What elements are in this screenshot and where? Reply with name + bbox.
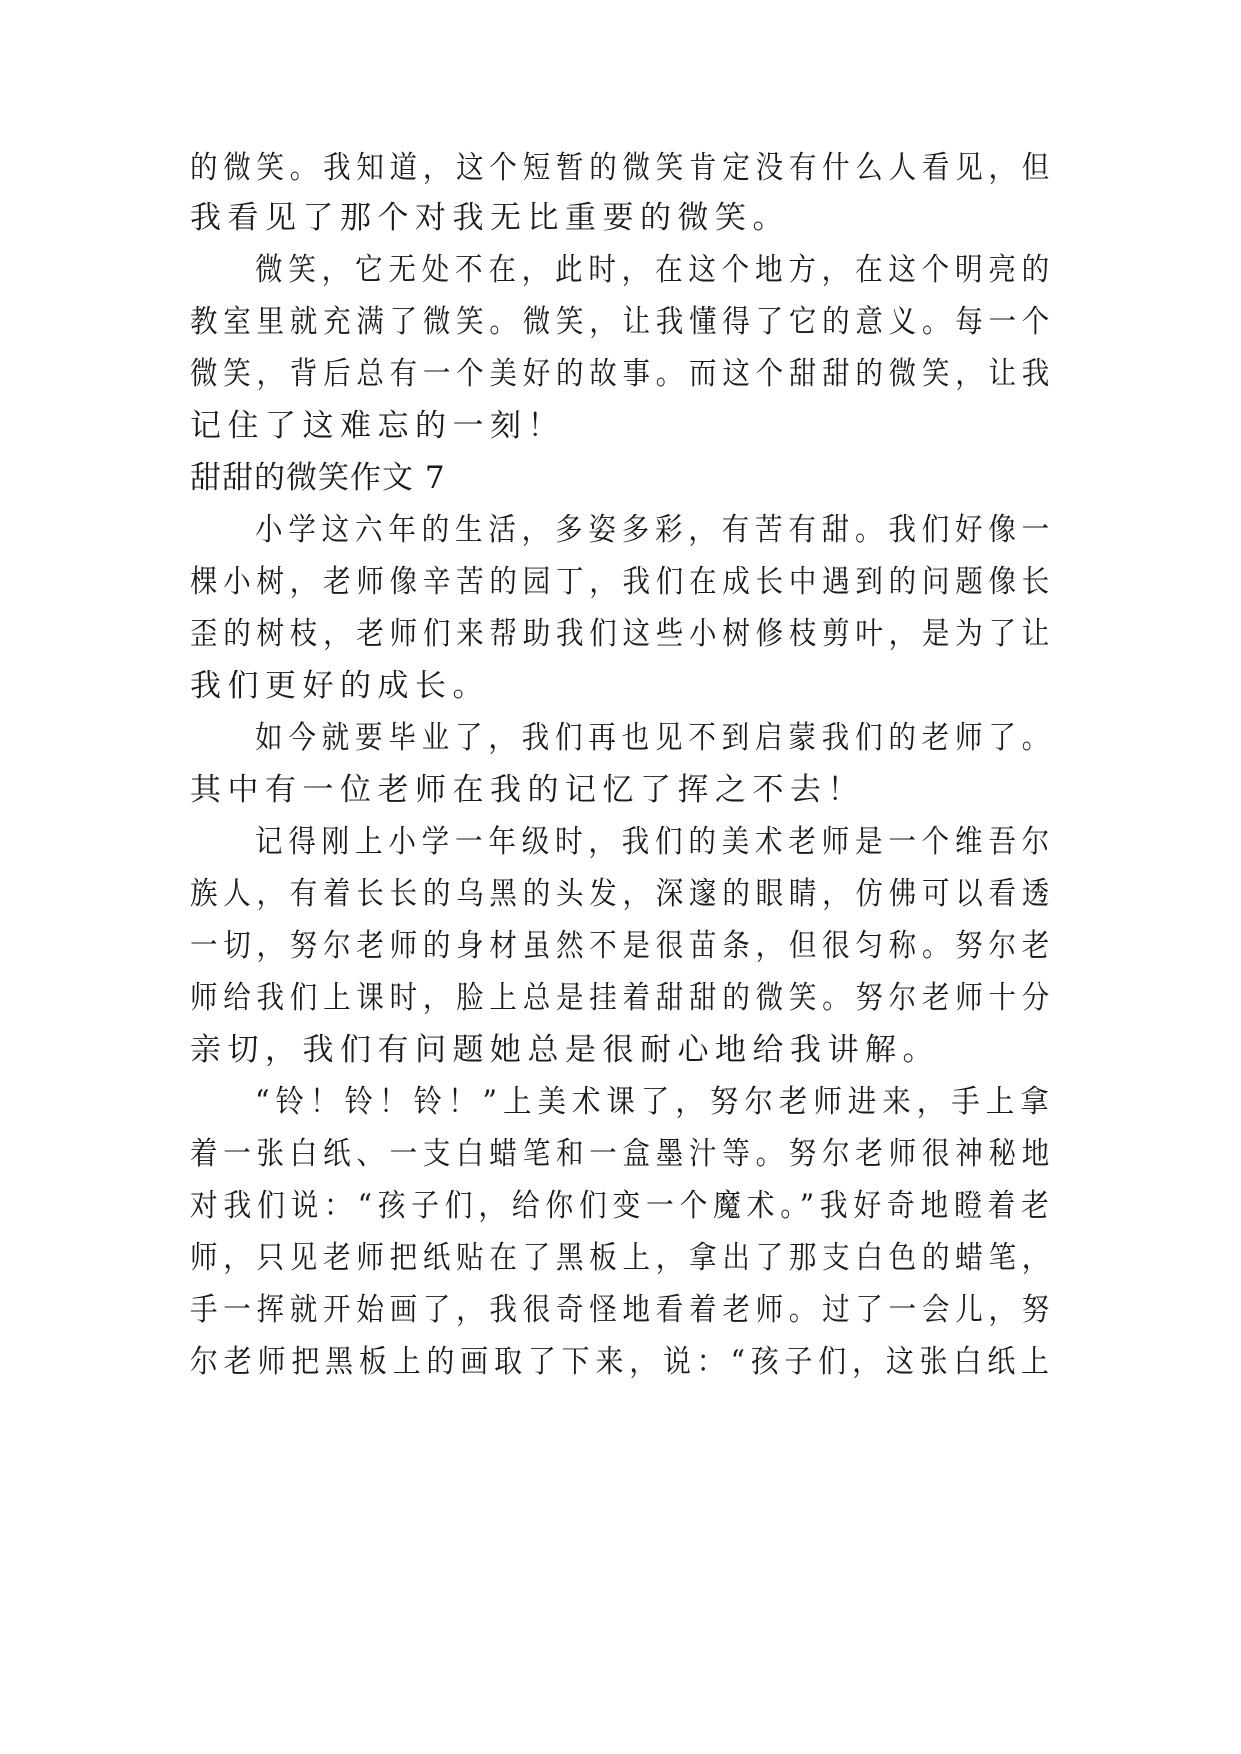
text-line: 亲切，我们有问题她总是很耐心地给我讲解。 bbox=[190, 1032, 940, 1068]
section-heading: 甜甜的微笑作文 7 bbox=[190, 460, 446, 496]
text-line: 我看见了那个对我无比重要的微笑。 bbox=[190, 200, 790, 236]
text-line: 教室里就充满了微笑。微笑，让我懂得了它的意义。每一个 bbox=[190, 304, 1056, 340]
paragraph-first-line: 如今就要毕业了，我们再也见不到启蒙我们的老师了。 bbox=[255, 720, 1056, 756]
text-line: 对我们说：“孩子们，给你们变一个魔术。”我好奇地瞪着老 bbox=[190, 1188, 1055, 1224]
text-line: 我们更好的成长。 bbox=[190, 668, 490, 704]
text-line: 记住了这难忘的一刻！ bbox=[190, 408, 565, 444]
paragraph-first-line: 微笑，它无处不在，此时，在这个地方，在这个明亮的 bbox=[255, 252, 1056, 288]
text-line: 一切，努尔老师的身材虽然不是很苗条，但很匀称。努尔老 bbox=[190, 928, 1056, 964]
paragraph-first-line: 小学这六年的生活，多姿多彩，有苦有甜。我们好像一 bbox=[255, 512, 1056, 548]
text-line: 歪的树枝，老师们来帮助我们这些小树修枝剪叶，是为了让 bbox=[190, 616, 1056, 652]
text-line: 手一挥就开始画了，我很奇怪地看着老师。过了一会儿，努 bbox=[190, 1292, 1056, 1328]
text-line: 师，只见老师把纸贴在了黑板上，拿出了那支白色的蜡笔， bbox=[190, 1240, 1056, 1276]
text-line: 的微笑。我知道，这个短暂的微笑肯定没有什么人看见，但 bbox=[190, 150, 1056, 186]
text-line: 其中有一位老师在我的记忆了挥之不去！ bbox=[190, 772, 865, 808]
text-line: 棵小树，老师像辛苦的园丁，我们在成长中遇到的问题像长 bbox=[190, 564, 1056, 600]
paragraph-first-line: “铃！铃！铃！”上美术课了，努尔老师进来，手上拿 bbox=[255, 1084, 1055, 1120]
text-line: 尔老师把黑板上的画取了下来，说：“孩子们，这张白纸上 bbox=[190, 1344, 1055, 1380]
text-line: 微笑，背后总有一个美好的故事。而这个甜甜的微笑，让我 bbox=[190, 356, 1056, 392]
text-line: 师给我们上课时，脸上总是挂着甜甜的微笑。努尔老师十分 bbox=[190, 980, 1056, 1016]
text-line: 着一张白纸、一支白蜡笔和一盒墨汁等。努尔老师很神秘地 bbox=[190, 1136, 1056, 1172]
paragraph-first-line: 记得刚上小学一年级时，我们的美术老师是一个维吾尔 bbox=[255, 824, 1056, 860]
text-line: 族人，有着长长的乌黑的头发，深邃的眼睛，仿佛可以看透 bbox=[190, 876, 1056, 912]
